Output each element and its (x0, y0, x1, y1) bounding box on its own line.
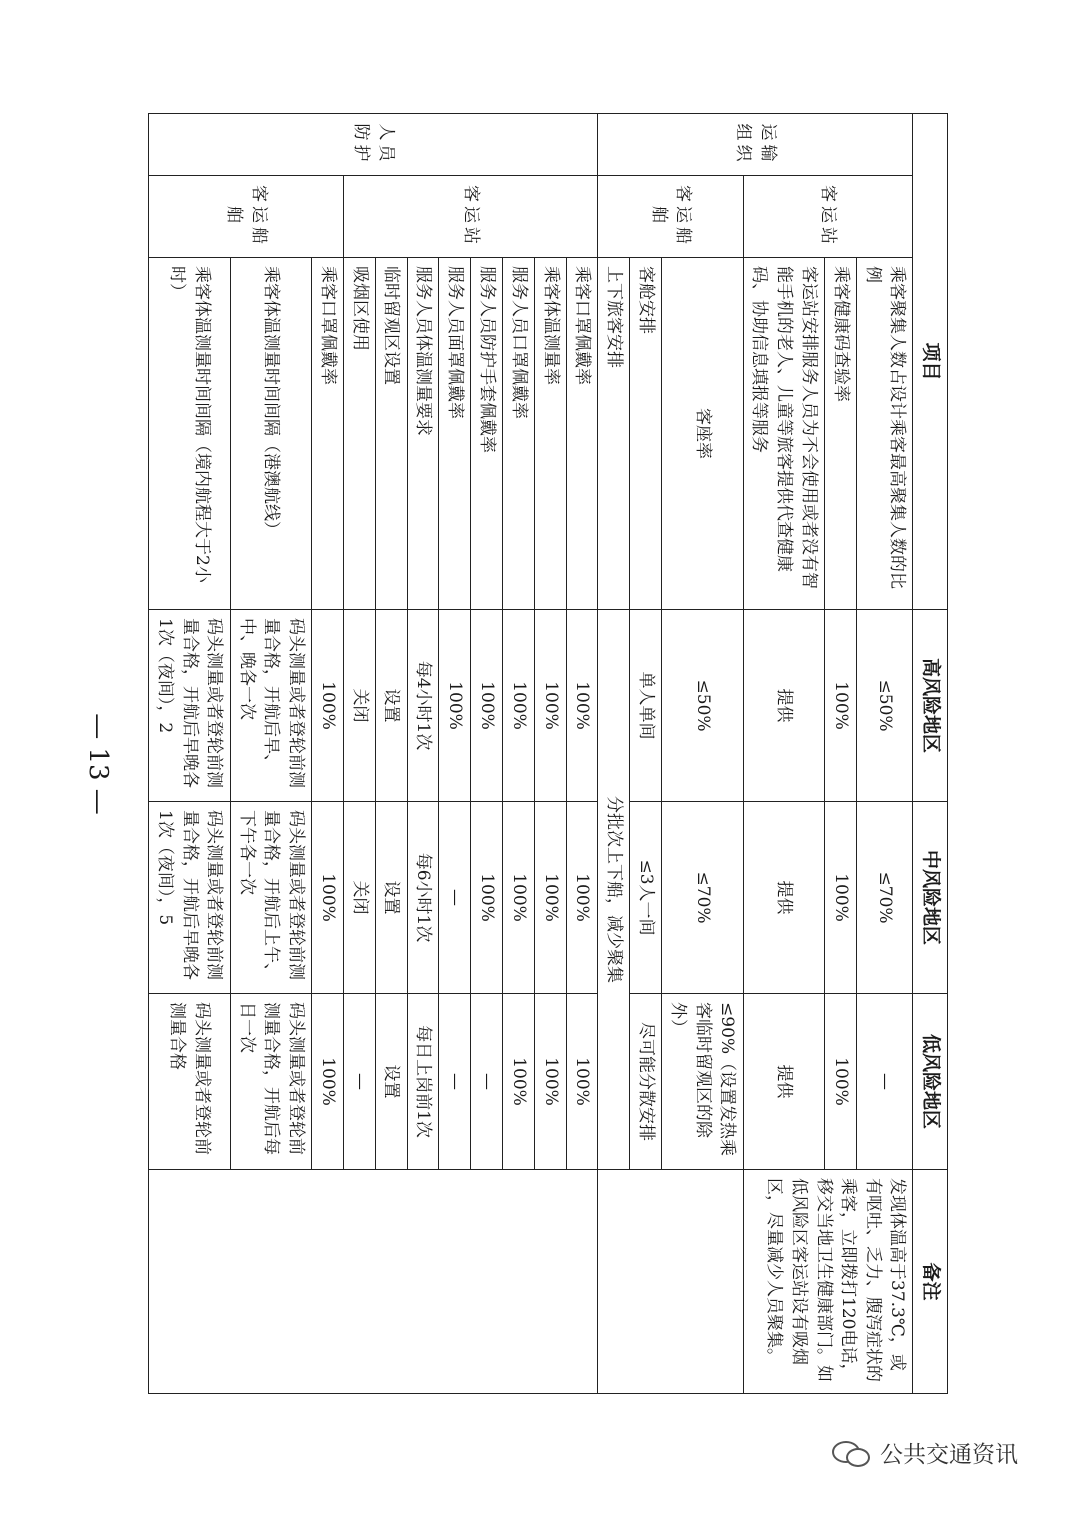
row-low: 100% (825, 994, 857, 1170)
row-low: 码头测量或者登轮前测量合格 (149, 994, 231, 1170)
row-item: 乘客口罩佩戴率 (312, 258, 344, 610)
header-row (913, 114, 948, 1394)
watermark (832, 1436, 1018, 1469)
group-transport: 运输组织 (598, 114, 913, 176)
row-item: 乘客体温测量时间间隔（港澳航线） (230, 258, 311, 610)
row-medium: 100% (534, 802, 566, 994)
row-medium: 100% (312, 802, 344, 994)
rotated-table-sheet (148, 113, 948, 1393)
watermark-text: 公共交通资讯 (880, 1442, 1018, 1468)
row-item: 上下旅客安排 (598, 258, 630, 610)
table-row (856, 114, 913, 1394)
row-low: — (471, 994, 503, 1170)
group-protection: 人员防护 (149, 114, 599, 176)
row-low: 100% (503, 994, 535, 1170)
row-item: 服务人员口罩佩戴率 (503, 258, 535, 610)
measures-table (148, 113, 948, 1394)
header-item: 项目 (913, 114, 948, 610)
row-high: 每4小时1次 (407, 610, 439, 802)
row-low: 100% (566, 994, 598, 1170)
row-medium: 100% (503, 802, 535, 994)
row-high: 关闭 (343, 610, 375, 802)
row-item: 乘客聚集人数占设计乘客最高聚集人数的比例 (856, 258, 913, 610)
row-high: 100% (825, 610, 857, 802)
subgroup-station: 客运站 (343, 176, 598, 258)
row-medium: 每6小时1次 (407, 802, 439, 994)
row-medium: 码头测量或者登轮前测量合格，开航后早晚各1次（夜间），5 (149, 802, 231, 994)
row-medium: ≤3人一间 (630, 802, 662, 994)
row-high: 单人单间 (630, 610, 662, 802)
row-medium: 设置 (375, 802, 407, 994)
row-high: 码头测量或者登轮前测量合格，开航后早、中、晚各一次 (230, 610, 311, 802)
row-item: 吸烟区使用 (343, 258, 375, 610)
page-number (68, 704, 128, 824)
row-medium: 码头测量或者登轮前测量合格，开航后上午、下午各一次 (230, 802, 311, 994)
row-low: 100% (312, 994, 344, 1170)
subgroup-vessel: 客运船舶 (598, 176, 743, 258)
remark-cell-empty (149, 1170, 599, 1394)
table-row (662, 114, 743, 1394)
row-medium: ≤70% (662, 802, 743, 994)
row-medium: 提供 (743, 802, 824, 994)
row-low: 尽可能分散安排 (630, 994, 662, 1170)
row-item: 临时留观区设置 (375, 258, 407, 610)
row-medium: 100% (825, 802, 857, 994)
row-item: 乘客体温测量时间间隔（境内航程大于2小时） (149, 258, 231, 610)
row-high: 码头测量或者登轮前测量合格，开航后早晚各1次（夜间），2 (149, 610, 231, 802)
row-high: 100% (471, 610, 503, 802)
row-low: — (439, 994, 471, 1170)
row-item: 服务人员防护手套佩戴率 (471, 258, 503, 610)
row-medium: — (439, 802, 471, 994)
row-low: 100% (534, 994, 566, 1170)
row-medium: ≤70% (856, 802, 913, 994)
row-low: 码头测量或者登轮前测量合格，开航后每日一次 (230, 994, 311, 1170)
row-item: 乘客健康码查验率 (825, 258, 857, 610)
row-low: — (343, 994, 375, 1170)
row-item: 客舱安排 (630, 258, 662, 610)
row-high: ≤50% (662, 610, 743, 802)
subgroup-vessel: 客运船舶 (149, 176, 344, 258)
row-low: ≤90%（设置发热乘客临时留观区的除外） (662, 994, 743, 1170)
row-high: ≤50% (856, 610, 913, 802)
row-high: 100% (566, 610, 598, 802)
row-item: 乘客体温测量率 (534, 258, 566, 610)
row-item: 服务人员体温测量要求 (407, 258, 439, 610)
row-item: 乘客口罩佩戴率 (566, 258, 598, 610)
row-item: 服务人员面罩佩戴率 (439, 258, 471, 610)
row-low: 每日上岗前1次 (407, 994, 439, 1170)
row-medium: 100% (471, 802, 503, 994)
table-row (566, 114, 598, 1394)
row-item: 客运站安排服务人员为不会使用或者没有智能手机的老人、儿童等旅客提供代查健康码、协助信息填报等服务 (743, 258, 824, 610)
row-high: 100% (534, 610, 566, 802)
row-high: 设置 (375, 610, 407, 802)
wechat-icon (832, 1439, 872, 1467)
header-remark: 备注 (913, 1170, 948, 1394)
header-high: 高风险地区 (913, 610, 948, 802)
header-medium: 中风险地区 (913, 802, 948, 994)
page-number-text: — 13 — (83, 713, 113, 815)
remark-cell-empty (598, 1170, 743, 1394)
header-low: 低风险地区 (913, 994, 948, 1170)
row-high: 100% (312, 610, 344, 802)
row-medium: 100% (566, 802, 598, 994)
remark-cell: 发现体温高于37.3℃，或有呕吐、乏力、腹泻症状的乘客，立即拨打120电话，移交当地卫生健康部门。如低风险区客运站设有吸烟区，尽量减少人员聚集。 (743, 1170, 913, 1394)
subgroup-station: 客运站 (743, 176, 913, 258)
row-item: 客座率 (662, 258, 743, 610)
row-high: 100% (503, 610, 535, 802)
row-low: — (856, 994, 913, 1170)
row-low: 提供 (743, 994, 824, 1170)
row-medium: 关闭 (343, 802, 375, 994)
row-merged: 分批次上下船，减少聚集 (598, 610, 630, 1170)
row-high: 提供 (743, 610, 824, 802)
row-high: 100% (439, 610, 471, 802)
row-low: 设置 (375, 994, 407, 1170)
